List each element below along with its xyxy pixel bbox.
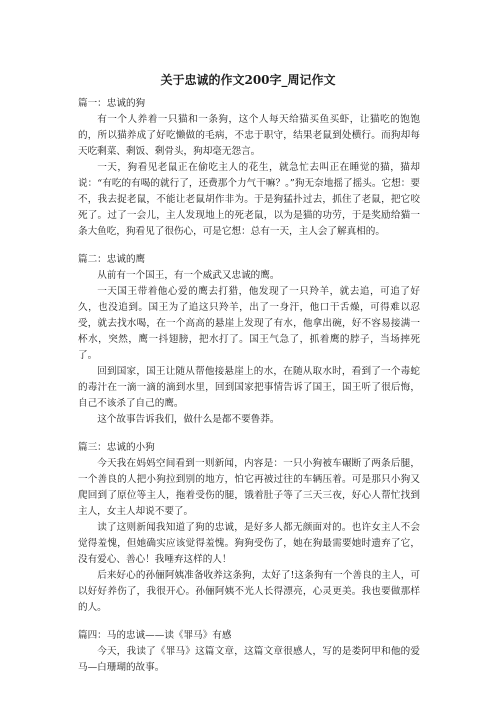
section-2 [78, 252, 420, 428]
section-1 [78, 96, 420, 240]
section-heading: 篇四：马的忠诚——读《罪马》有感 [78, 630, 232, 641]
paragraph: 一天，狗看见老鼠正在偷吃主人的花生，就急忙去叫正在睡觉的猫，猫却说：“有吃的有喝的就行了，还费那个力气干嘛？。”狗无奈地摇了摇头。它想：要不，我去捉老鼠，不能让老鼠胡作非为。于是狗猛扑过去，抓住了老鼠，把它咬死了。过了一会儿，主人发现地上的死老鼠，以为是猫的功劳，于是奖励给猫一条大鱼吃，狗看见了很伤心，可是它想：总有一天，主人会了解真相的。 [78, 162, 420, 237]
section-3 [78, 440, 420, 616]
paragraph: 今天，我读了《罪马》这篇文章，这篇文章很感人，写的是娄阿甲和他的爱马—白珊瑚的故事。 [78, 646, 420, 673]
document-title: 关于忠诚的作文200字_周记作文 [160, 73, 336, 87]
paragraph: 后来好心的孙俪阿姨准备收养这条狗，太好了!这条狗有一个善良的主人，可以好好养伤了，我很开心。孙俪阿姨不光人长得漂亮，心灵更美。我也要做那样的人。 [78, 570, 420, 613]
section-heading: 篇三：忠诚的小狗 [78, 442, 155, 453]
section-4 [78, 628, 420, 676]
paragraph: 有一个人养着一只猫和一条狗，这个人每天给猫买鱼买虾，让猫吃的饱饱的，所以猫养成了好吃懒做的毛病，不忠于职守，结果老鼠到处横行。而狗却每天吃剩菜、剩饭、剩骨头，狗却毫无怨言。 [78, 114, 420, 157]
paragraph: 今天我在妈妈空间看到一则新闻，内容是：一只小狗被车碾断了两条后腿，一个善良的人把小狗拉到别的地方，怕它再被过往的车辆压着。可是那只小狗又爬回到了原位等主人，拖着受伤的腿，饿着肚子等了三天三夜，好心人帮忙找到主人，女主人却说不要了。 [78, 458, 420, 517]
paragraph: 回到国家，国王让随从帮他接悬崖上的水，在随从取水时，看到了一个毒蛇的毒汁在一滴一滴的滴到水里，回到国家把事情告诉了国王，国王听了很后悔，自己不该杀了自己的鹰。 [78, 366, 420, 409]
paragraph: 读了这则新闻我知道了狗的忠诚，是好多人都无颜面对的。也许女主人不会觉得羞愧，但她确实应该觉得羞愧。狗狗受伤了，她在狗最需要她时遗弃了它，没有爱心、善心！我唾弃这样的人！ [78, 522, 420, 565]
paragraph: 从前有一个国王，有一个威武又忠诚的鹰。 [97, 270, 280, 281]
document-body [78, 96, 420, 688]
section-heading: 篇一：忠诚的狗 [78, 98, 146, 109]
paragraph: 这个故事告诉我们，做什么是都不要鲁莽。 [97, 414, 280, 425]
section-heading: 篇二：忠诚的鹰 [78, 254, 146, 265]
paragraph: 一天国王带着他心爱的鹰去打猎，他发现了一只羚羊，就去追，可追了好久，也没追到。国王为了追这只羚羊，出了一身汗，他口干舌燥，可得难以忍受，就去找水喝，在一个高高的悬崖上发现了有水，他拿出碗，好不容易接满一杯水，突然，鹰一抖翅膀，把水打了。国王气急了，抓着鹰的脖子，当场摔死了。 [78, 286, 420, 361]
